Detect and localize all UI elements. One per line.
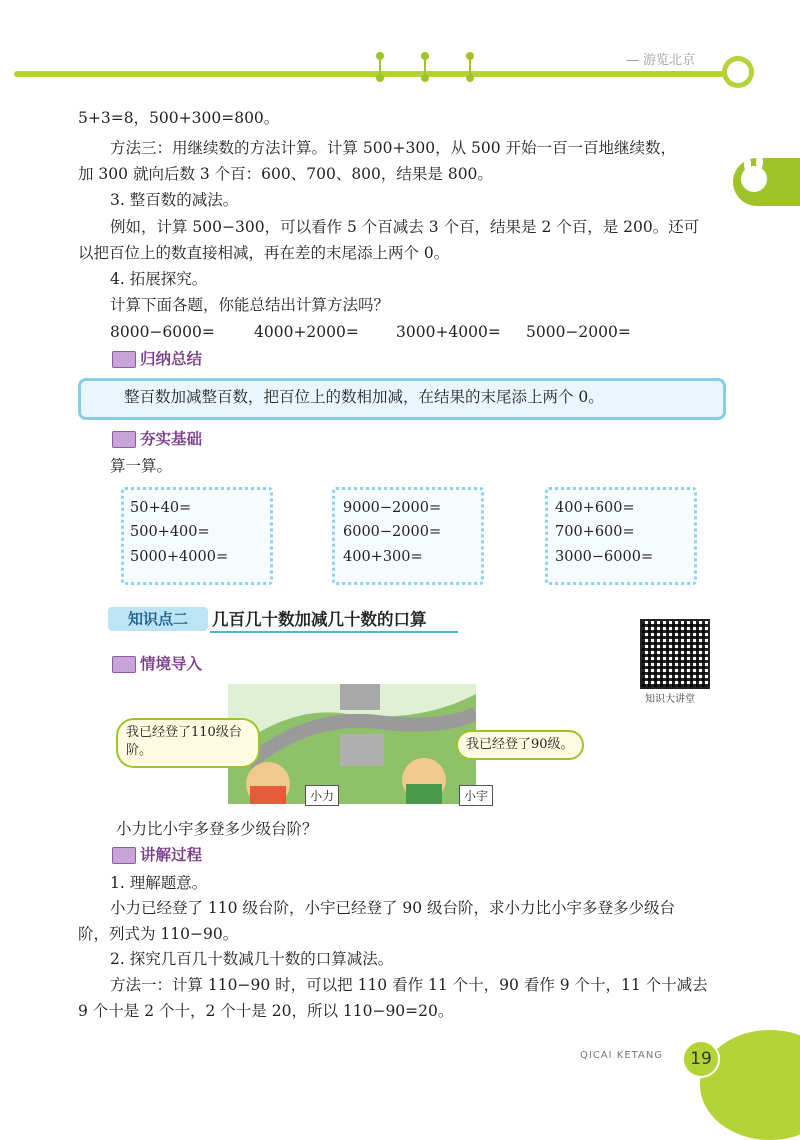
explore-item: 8000−6000= — [110, 323, 215, 341]
speech-bubble-left: 我已经登了110级台阶。 — [116, 718, 260, 768]
text-line: 1. 理解题意。 — [110, 874, 208, 892]
exercise-item: 400+300= — [343, 549, 423, 565]
name-tag-xiaoyu: 小宇 — [459, 785, 493, 806]
question: 小力比小宇多登多少级台阶？ — [116, 820, 318, 838]
page-number: 19 — [690, 1049, 712, 1069]
great-wall-illustration — [228, 684, 476, 804]
text-line: 方法三：用继续数的方法计算。计算 500+300，从 500 开始一百一百地继续数， — [110, 139, 677, 157]
knowledge-point-tag — [108, 607, 208, 631]
knowledge-point-tag-label: 知识点二 — [127, 610, 188, 628]
exercise-item: 5000+4000= — [130, 549, 229, 565]
text-line: 方法一：计算 110−90 时，可以把 110 看作 11 个十，90 看作 9 个十，11 个十减去 — [110, 976, 708, 994]
notebook-icon — [112, 847, 136, 864]
section-heading: 归纳总结 — [140, 350, 203, 368]
text-line: 2. 探究几百几十数减几十数的口算减法。 — [110, 950, 394, 968]
exercise-item: 400+600= — [555, 500, 635, 516]
exercise-item: 700+600= — [555, 524, 635, 540]
explore-item: 4000+2000= — [254, 323, 359, 341]
notebook-icon — [112, 431, 136, 448]
qr-code-icon[interactable] — [640, 619, 710, 689]
name-tag-xiaoli: 小力 — [305, 785, 339, 806]
title-underline — [210, 631, 458, 633]
text-line: 小力已经登了 110 级台阶，小宇已经登了 90 级台阶，求小力比小宇多登多少级台 — [110, 899, 676, 917]
text-line: 9 个十是 2 个十，2 个十是 20，所以 110−90=20。 — [78, 1002, 454, 1020]
chapter-badge-inner — [727, 61, 749, 83]
section-heading: 情境导入 — [140, 655, 203, 673]
exercise-item: 9000−2000= — [343, 500, 442, 516]
text-line: 3. 整百数的减法。 — [110, 191, 239, 209]
text-line: 5+3=8，500+300=800。 — [78, 109, 280, 127]
section-heading: 夯实基础 — [140, 430, 203, 448]
text-line: 4. 拓展探究。 — [110, 270, 208, 288]
binder-pin-icon — [421, 52, 429, 82]
notebook-icon — [112, 351, 136, 368]
bunny-icon — [741, 166, 767, 192]
binder-pin-icon — [466, 52, 474, 82]
text-line: 加 300 就向后数 3 个百：600、700、800，结果是 800。 — [78, 165, 493, 183]
exercise-item: 3000−6000= — [555, 549, 654, 565]
footer-label: QICAI KETANG — [580, 1050, 664, 1061]
explore-item: 3000+4000= — [396, 323, 501, 341]
text-line: 计算下面各题，你能总结出计算方法吗？ — [110, 296, 390, 314]
great-wall-icon — [228, 684, 476, 804]
section-heading: 讲解过程 — [140, 846, 203, 864]
exercise-intro: 算一算。 — [110, 457, 173, 475]
qr-label: 知识大讲堂 — [645, 694, 695, 705]
notebook-icon — [112, 656, 136, 673]
exercise-item: 500+400= — [130, 524, 210, 540]
text-line: 阶，列式为 110−90。 — [78, 925, 239, 943]
summary-text: 整百数加减整百数，把百位上的数相加减，在结果的末尾添上两个 0。 — [124, 388, 604, 406]
binder-pin-icon — [376, 52, 384, 82]
text-line: 以把百位上的数直接相减，再在差的末尾添上两个 0。 — [78, 244, 450, 262]
text-line: 例如，计算 500−300，可以看作 5 个百减去 3 个百，结果是 2 个百，是 200。还可 — [110, 218, 700, 236]
exercise-item: 6000−2000= — [343, 524, 442, 540]
chapter-title: — 游览北京 — [626, 53, 696, 68]
explore-item: 5000−2000= — [526, 323, 631, 341]
exercise-item: 50+40= — [130, 500, 192, 516]
speech-bubble-right: 我已经登了90级。 — [456, 730, 584, 760]
page-number-badge — [682, 1040, 720, 1078]
knowledge-point-title: 几百几十数加减几十数的口算 — [212, 610, 427, 629]
